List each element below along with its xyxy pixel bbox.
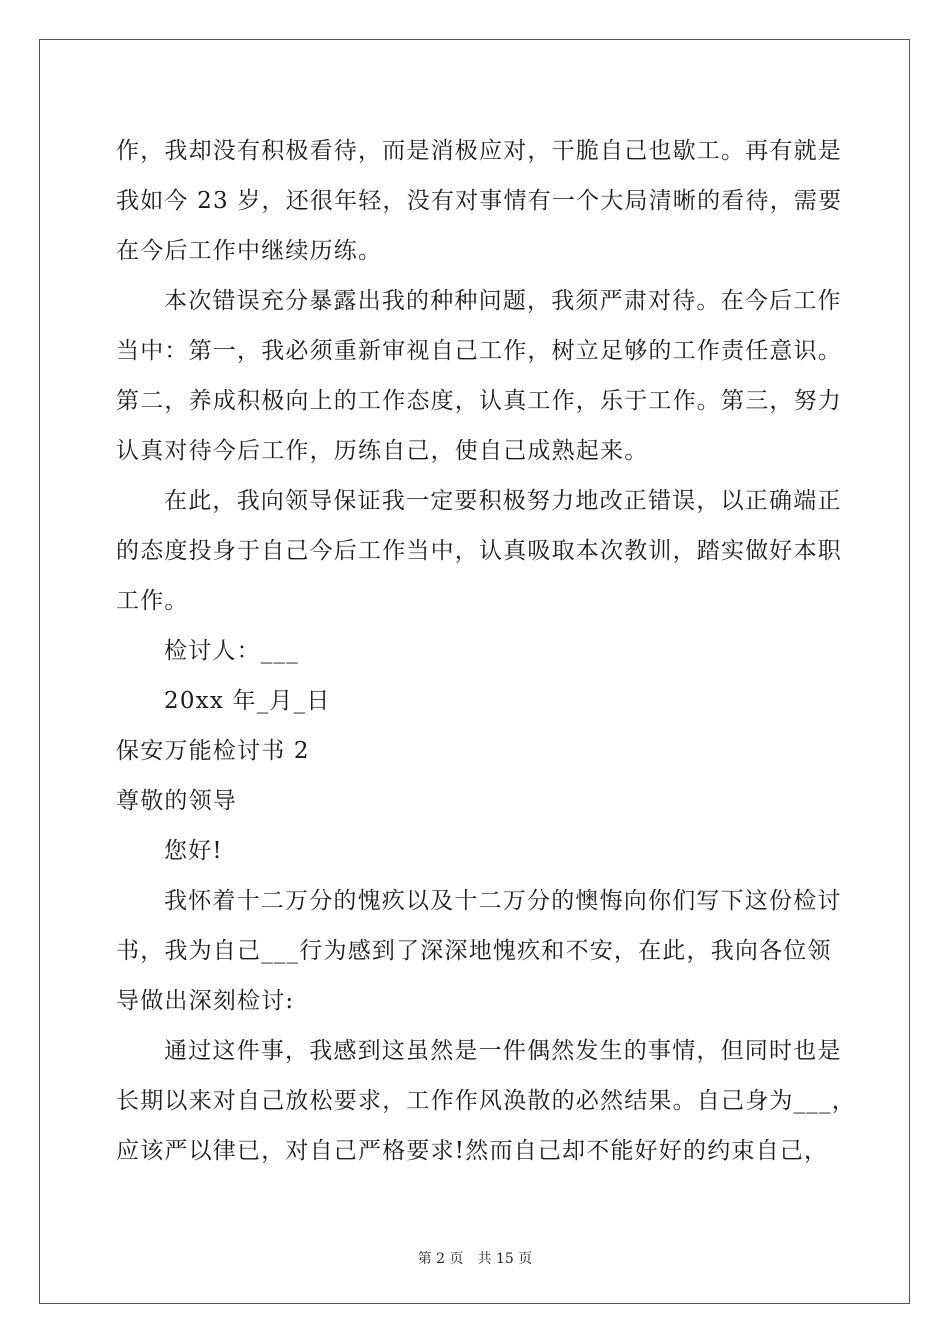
greeting: 您好! (164, 838, 223, 864)
document-body (116, 126, 856, 1176)
text-line: 导做出深刻检讨: (116, 988, 295, 1014)
text-line: 认真对待今后工作，历练自己，使自己成熟起来。 (116, 438, 649, 464)
salutation: 尊敬的领导 (116, 788, 237, 814)
signature-line: 检讨人：___ (164, 638, 299, 664)
section-title: 保安万能检讨书 2 (116, 738, 310, 764)
text-line: 在今后工作中继续历练。 (116, 238, 383, 264)
page-number: 第 2 页 (417, 1251, 464, 1267)
text-line: 第二，养成积极向上的工作态度，认真工作，乐于工作。第三，努力 (116, 388, 842, 414)
text-line: 当中：第一，我必须重新审视自己工作，树立足够的工作责任意识。 (116, 338, 842, 364)
text-line: 的态度投身于自己今后工作当中，认真吸取本次教训，踏实做好本职 (116, 538, 842, 564)
text-line: 长期以来对自己放松要求，工作作风涣散的必然结果。自己身为___， (116, 1088, 856, 1114)
text-line: 本次错误充分暴露出我的种种问题，我须严肃对待。在今后工作 (164, 288, 842, 314)
text-line: 通过这件事，我感到这虽然是一件偶然发生的事情，但同时也是 (164, 1038, 842, 1064)
text-line: 工作。 (116, 588, 189, 614)
date-line: 20xx 年_月_日 (164, 688, 331, 714)
page-total: 共 15 页 (477, 1251, 533, 1267)
text-line: 我怀着十二万分的愧疚以及十二万分的懊悔向你们写下这份检讨 (164, 888, 842, 914)
text-line: 在此，我向领导保证我一定要积极努力地改正错误，以正确端正 (164, 488, 842, 514)
text-line: 书，我为自己___行为感到了深深地愧疚和不安，在此，我向各位领 (116, 938, 832, 964)
text-line: 作，我却没有积极看待，而是消极应对，干脆自己也歇工。再有就是 (116, 138, 842, 164)
text-line: 应该严以律已，对自己严格要求!然而自己却不能好好的约束自己， (116, 1138, 829, 1164)
text-line: 我如今 23 岁，还很年轻，没有对事情有一个大局清晰的看待，需要 (116, 188, 843, 214)
page-footer (0, 1248, 950, 1268)
